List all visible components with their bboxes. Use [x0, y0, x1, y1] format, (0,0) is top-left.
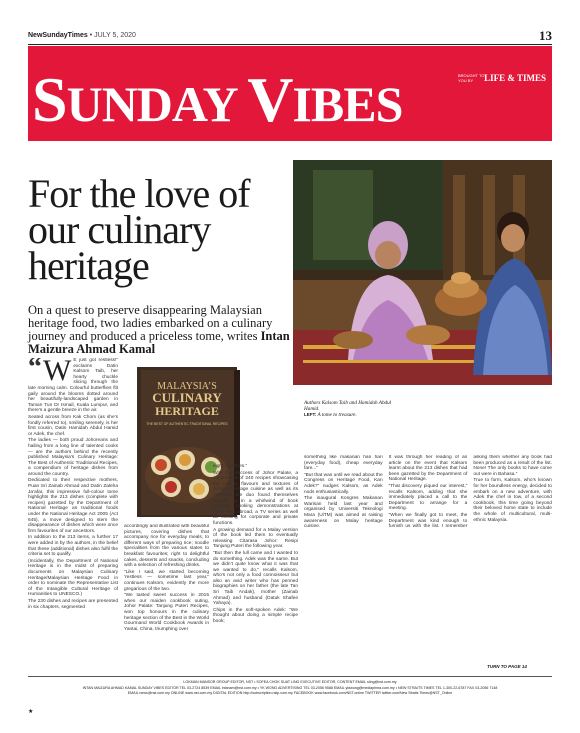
drop-cap: W [43, 358, 72, 387]
byline: Intan Maizura Ahmad Kamal [28, 329, 290, 356]
photo-caption [304, 400, 394, 418]
quote-mark-icon: “ [28, 358, 42, 383]
publication-date: JULY 5, 2020 [94, 32, 136, 39]
page-number: 13 [539, 28, 552, 43]
footer-line-1: LOKMAN MANSOR GROUP EDITOR, NST • SOFEA CHOK SUAT LING EXECUTIVE EDITOR, CONTENT EMAIL sling@nst.com.my [183, 680, 397, 684]
brought-to-you-label: BROUGHT TO YOU BY [458, 73, 485, 83]
header-rule [28, 44, 552, 45]
publication-name: NewSundayTimes [28, 32, 88, 39]
star-icon: ★ [28, 709, 34, 715]
book-title-line2: CULINARY [152, 390, 222, 405]
page-footer [28, 676, 552, 697]
body-column-1: “ W E just got restless!” exclaims Datin Kalsom Taib, her hearty chuckle slicing through the late morning calm. Colourful butterflies flit gaily around the blooms dotted around her beautifully-landscaped garden in Taman Tun Dr Ismail, Kuala Lumpur, and there’s a gentle breeze in the air. Seated across from Kak Chom (as she’s fondly referred to), smiling serenely, is her first cousin, Datin Hamidah Abdul Hamid or Adek, the chef. The ladies — both proud Johoreans and hailing from a long line of talented cooks — are the authors behind the recently published Malaysia’s Culinary Heritage: The Best of Authentic Traditional Recipes, a compendium of heritage dishes from around the country. Dedicated to their respective mothers, Puan Sri Zainab Ahmad and Datin Zaleha Ja’afar, this impressive full-colour tome highlights the 213 dishes (complete with recipes) gazetted by the Department of National Heritage as traditional foods under the National Heritage Act 2005 (Act 645), a move designed to stem the disappearance of dishes which were once firm favourites of our ancestors. In addition to the 213 items, a further 17 were added in by the authors, in the belief that these (additional) dishes also fulfil the criteria set to qualify. (Incidentally, the Department of National Heritage is in the midst of preparing documents on Malaysian Culinary Heritage/Malaysian Heritage Food in order to nominate the Representative List of the Intangible Cultural Heritage of Humanities to UNESCO.) The 230 dishes and recipes are presented in six chapters, segmented [28, 358, 118, 610]
article-headline: For the love of our culinary heritage [28, 171, 250, 288]
book-title-line3: HERITAGE [155, 404, 219, 418]
caption-label: LEFT: [304, 412, 317, 417]
book-subtitle: THE BEST OF AUTHENTIC TRADITIONAL RECIPES [146, 422, 228, 426]
body-column-2: accordingly and illustrated with beautiful pictures, covering dishes that accompany rice for everyday meals, to different ways of preparing rice; noodle specialities from the various states to breakfast favourites; right to delightful cakes, desserts and snacks, concluding with a selection of refreshing drinks. “Like I said, we started becoming ‘restless — sometime last year,” continues Kalsom, evidently the more gregarious of the two. “We tasted sweet success in 2015 when our maiden cookbook outing, Johor Palate: Tanjung Puteri Recipes, won top honours in the culinary heritage section of the Best in the World Gourmand World Cookbook Awards in Yantai, China, triumphing over [124, 524, 209, 632]
section-brand: LIFE & TIMES [484, 73, 546, 83]
page-header [28, 29, 552, 45]
article-standfirst: On a quest to preserve disappearing Malaysian heritage food, two ladies embarked on a culinary journey and produced a priceless tome, writes Intan Maizura Ahmad Kamal [28, 303, 290, 356]
body-column-3: eight countries.” With the success of Johor Palate, a compilation of 240 recipes showcasing the unique flavours and textures of Johor’s heritage cuisine as well as its diversity, the duo found themselves caught up in a whirlwind of book signings, cooking demonstrations at home and abroad, a TV series as well as cooking for corporate and private functions. A growing demand for a Malay version of the book led them to eventually releasing Citarasa Johor: Resipi Tanjung Puteri the following year. “But then the lull came and I wanted to do something. Adek was the same. But we didn’t quite know what it was that we wanted to do,” recalls Kalsom, who’s not only a food connoisseur but also an avid writer who has penned biographies on her father (the late Tan Sri Taib Andak), mother (Zainab Ahmad) and husband (Datuk Shafee Yahaya). Chips in the soft-spoken Adek: “We thought about doing a simple recipe book; [213, 464, 298, 625]
caption-title: A tome to treasure. [317, 412, 357, 418]
authors-photo [293, 160, 552, 385]
section-title: SUNDAY VIBES [32, 64, 403, 135]
footer-line-2: INTAN MAIZURA AHMAD KAMAL SUNDAY VIBES EDITOR TEL 03-2724 8539 EMAIL intanam@nst.com.my • YK WONG ADVERTISING TEL 03-2056 9588 EMAIL yktwong@mediaprima.com.my • NEW STRAITS TIMES TEL 1-300-22-6787 FAX 03-2056 7148 [82, 685, 498, 690]
body-column-4: something like makanan hari hari (everyday food), cheap everyday fare...” “But that was until we read about the Congress on Heritage Food, Kan Adek?” nudges Kalsom, as Adek nods enthusiastically. The inaugural Kongres Makanan Warisan held last year and organised by Universiti Teknologi Mara (UiTM) was aimed at raising awareness on Malay heritage cuisine. It was through her reading of an article on the event that Kalsom learnt about the 213 dishes that had been gazetted by the Department of National Heritage. “That discovery piqued our interest,” recalls Kalsom, adding that she immediately placed a call to the Department to arrange for a meeting. “When we finally got to meet, the Department was kind enough to furnish us with the list. I remember asking them whether any book had been produced as a result of the list. None! The only books to have come out were in Bahasa.” True to form, Kalsom, who’s known for her boundless energy, decided to embark on a new adventure, with Adek the chef in tow, of a second cookbook, this time going beyond their beloved home state to include the whole of multicultural, multi-ethnic Malaysia. [304, 455, 552, 530]
masthead [28, 46, 552, 141]
turn-to-page-link[interactable]: TURN TO PAGE 14 [487, 664, 527, 669]
footer-line-3: EMAIL news@nst.com.my ONLINE www.nst.com.my DIGITAL EDITION http://subscription.nstp.com.my FACEBOOK www.facebook.com/NST.online TWITTER twitter.com/New Straits Times@NST_Online [127, 691, 453, 695]
book-title-line1: MALAYSIA’S [157, 381, 217, 392]
caption-authors: Authors Kalsom Taib and Hamidah Abdul Hamid. [304, 400, 392, 412]
publication-line: NewSundayTimes • JULY 5, 2020 [28, 32, 136, 39]
